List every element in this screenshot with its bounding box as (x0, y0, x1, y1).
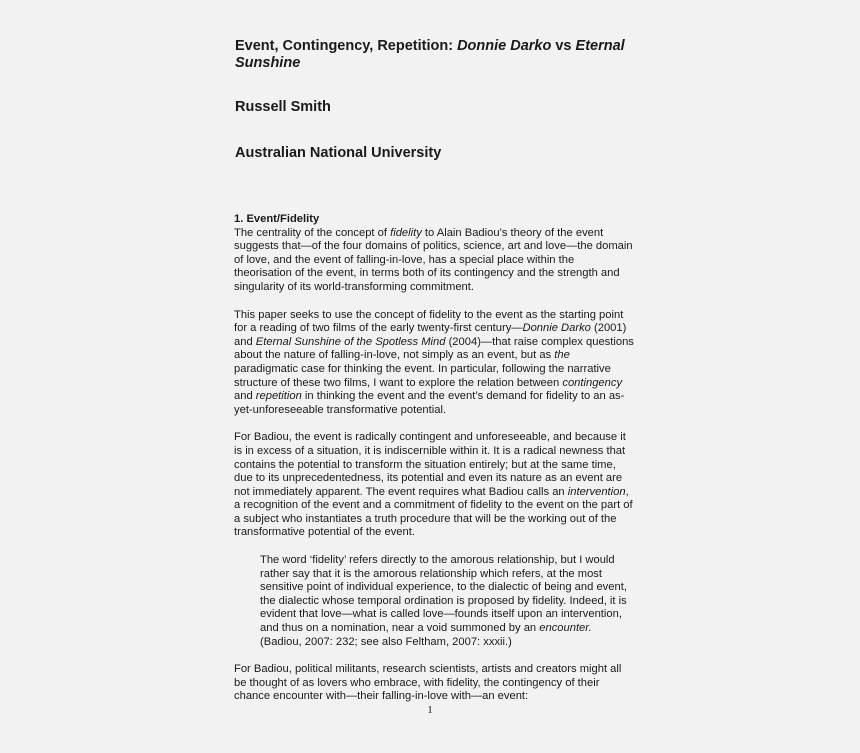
block-quote: The word ‘fidelity’ refers directly to the amorous relationship, but I would rather say that it is the amorous relationship which refers, at the most sensitive point of individual experience, to the dialectic of being and event, the dialectic whose temporal ordination is proposed by fidelity. Indeed, it is evident that love—what is called love—founds itself upon an intervention, and thus on a nomination, near a void summoned by an encounter. (Badiou, 2007: 232; see also Feltham, 2007: xxxii.) (260, 554, 627, 648)
page-number: 1 (427, 704, 433, 716)
section-event-fidelity (234, 213, 634, 718)
title-film-1: Donnie Darko (457, 38, 552, 54)
paragraph-1: The centrality of the concept of fidelity to Alain Badiou’s theory of the event suggests that—of the four domains of politics, science, art and love—the domain of love, and the event of falling-in-love, has a special place within the theorisation of the event, in terms both of its contingency and the strength and singularity of its world-transforming commitment. (234, 226, 633, 293)
author-name: Russell Smith (235, 99, 331, 115)
title-film-2: Eternal Sunshine (235, 38, 625, 71)
section-heading: 1. Event/Fidelity (234, 213, 320, 225)
title-prefix: Event, Contingency, Repetition: (235, 38, 458, 54)
author-affiliation: Australian National University (235, 145, 442, 161)
paragraph-3: For Badiou, the event is radically contingent and unforeseeable, and because it is in excess of a situation, it is indiscernible within it. It is a radical newness that contains the potential to transform the situation entirely; but at the same time, due to its unprecedentedness, its potential and even its nature as an event are not immediately apparent. The event requires what Badiou calls an intervention, a recognition of the event and a commitment of fidelity to the event on the part of a subject who instantiates a truth procedure that will be the working out of the transformative potential of the event. (234, 431, 633, 539)
paragraph-4: For Badiou, political militants, research scientists, artists and creators might all be thought of as lovers who embrace, with fidelity, the contingency of their chance encounter with—their falling-in-love with—an event: (234, 663, 622, 703)
title-vs: vs (551, 38, 576, 54)
paragraph-2: This paper seeks to use the concept of fidelity to the event as the starting point for a reading of two films of the early twenty-first century—Donnie Darko (2001) and Eternal Sunshine of the Spotless Mind (2004)—that raise complex questions about the nature of falling-in-love, not simply as an event, but as the paradigmatic case for thinking the event. In particular, following the narrative structure of these two films, I want to explore the relation between contingency and repetition in thinking the event and the event’s demand for fidelity to an as-yet-unforeseeable transformative potential. (234, 308, 634, 416)
paper-title (235, 38, 655, 72)
